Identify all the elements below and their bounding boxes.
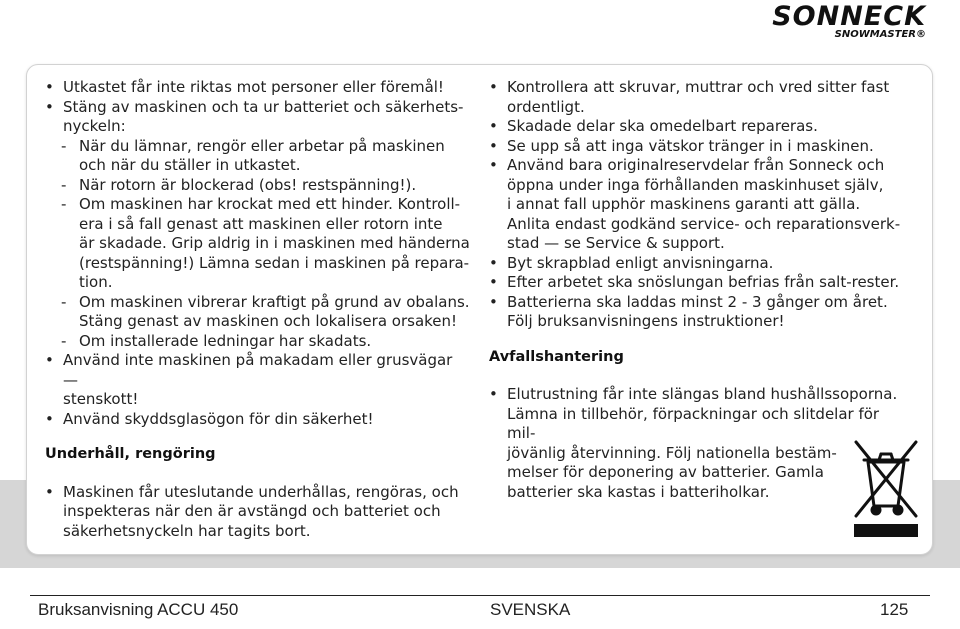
list-item-line: tion. <box>79 273 113 291</box>
right-list-1 <box>489 78 909 332</box>
brand-sub: SNOWMASTER® <box>834 29 926 40</box>
list-item: • Kontrollera att skruvar, muttrar och vred sitter fast <box>489 78 909 98</box>
brand-logo <box>772 2 926 40</box>
sub-list-item: - När rotorn är blockerad (obs! restspänning!). <box>45 176 470 196</box>
list-item: • Utkastet får inte riktas mot personer eller föremål! <box>45 78 470 98</box>
list-item: • Batterierna ska laddas minst 2 - 3 gånger om året. <box>489 293 909 313</box>
list-item-line: är skadade. Grip aldrig in i maskinen med händerna <box>79 234 470 252</box>
left-list-1 <box>45 78 470 429</box>
brand-name: SONNECK <box>772 1 926 32</box>
list-item-line: inspekteras när den är avstängd och batteriet och <box>63 502 441 520</box>
list-item: • Skadade delar ska omedelbart repareras. <box>489 117 909 137</box>
list-item-line: batterier ska kastas i batteriholkar. <box>507 482 770 501</box>
list-item: • Maskinen får uteslutande underhållas, rengöras, och <box>45 483 470 503</box>
list-item-line: ordentligt. <box>507 97 585 116</box>
list-item-line: Lämna in tillbehör, förpackningar och slitdelar för mil- <box>507 404 880 442</box>
list-item: • Stäng av maskinen och ta ur batteriet och säkerhets- <box>45 98 470 118</box>
heading-avfallshantering: Avfallshantering <box>489 348 624 365</box>
list-item-line: i annat fall upphör maskinens garanti att gälla. <box>507 195 861 213</box>
list-item-line: stenskott! <box>63 390 139 408</box>
list-item: • Efter arbetet ska snöslungan befrias från salt-rester. <box>489 273 909 293</box>
footer-manual-title: Bruksanvisning ACCU 450 <box>38 600 239 619</box>
list-item: • Byt skrapblad enligt anvisningarna. <box>489 254 909 274</box>
sub-list-item: - Om maskinen vibrerar kraftigt på grund av obalans. <box>45 293 470 313</box>
list-item-line: (restspänning!) Lämna sedan i maskinen på repara- <box>79 253 470 272</box>
sub-list-item: - Om maskinen har krockat med ett hinder. Kontroll- <box>45 195 470 215</box>
footer-language: SVENSKA <box>490 600 571 619</box>
heading-underhall: Underhåll, rengöring <box>45 446 216 462</box>
list-item-line: Följ bruksanvisningens instruktioner! <box>507 312 785 330</box>
list-item-line: öppna under inga förhållanden maskinhuset själv, <box>507 175 884 194</box>
list-item: • Se upp så att inga vätskor tränger in i maskinen. <box>489 137 909 157</box>
right-list-2 <box>489 385 909 502</box>
sub-list-item: - När du lämnar, rengör eller arbetar på maskinen <box>45 137 470 157</box>
list-item-line: era i så fall genast att maskinen eller rotorn inte <box>79 214 443 233</box>
left-column <box>45 78 470 541</box>
list-item-line: Anlita endast godkänd service- och reparationsverk- <box>507 214 901 233</box>
list-item: • Använd inte maskinen på makadam eller grusvägar — <box>45 351 470 390</box>
footer-divider <box>30 595 930 596</box>
list-item: • Använd bara originalreservdelar från Sonneck och <box>489 156 909 176</box>
list-item-line: melser för deponering av batterier. Gamla <box>507 463 824 481</box>
right-column <box>489 78 909 502</box>
list-item-line: nyckeln: <box>63 117 126 135</box>
list-item: • Använd skyddsglasögon för din säkerhet! <box>45 410 470 430</box>
list-item-line: säkerhetsnyckeln har tagits bort. <box>63 521 311 540</box>
footer-page-number: 125 <box>880 600 909 619</box>
list-item-line: stad — se Service & support. <box>507 234 725 252</box>
left-list-2 <box>45 483 470 542</box>
sub-list-item: - Om installerade ledningar har skadats. <box>45 332 470 352</box>
list-item-line: Stäng genast av maskinen och lokalisera orsaken! <box>79 312 458 330</box>
list-item-line: och när du ställer in utkastet. <box>79 156 301 174</box>
list-item-line: jövänlig återvinning. Följ nationella bestäm- <box>507 443 837 462</box>
weee-crossed-bin-icon <box>848 436 924 539</box>
list-item: • Elutrustning får inte slängas bland hushållssoporna. <box>489 385 909 405</box>
